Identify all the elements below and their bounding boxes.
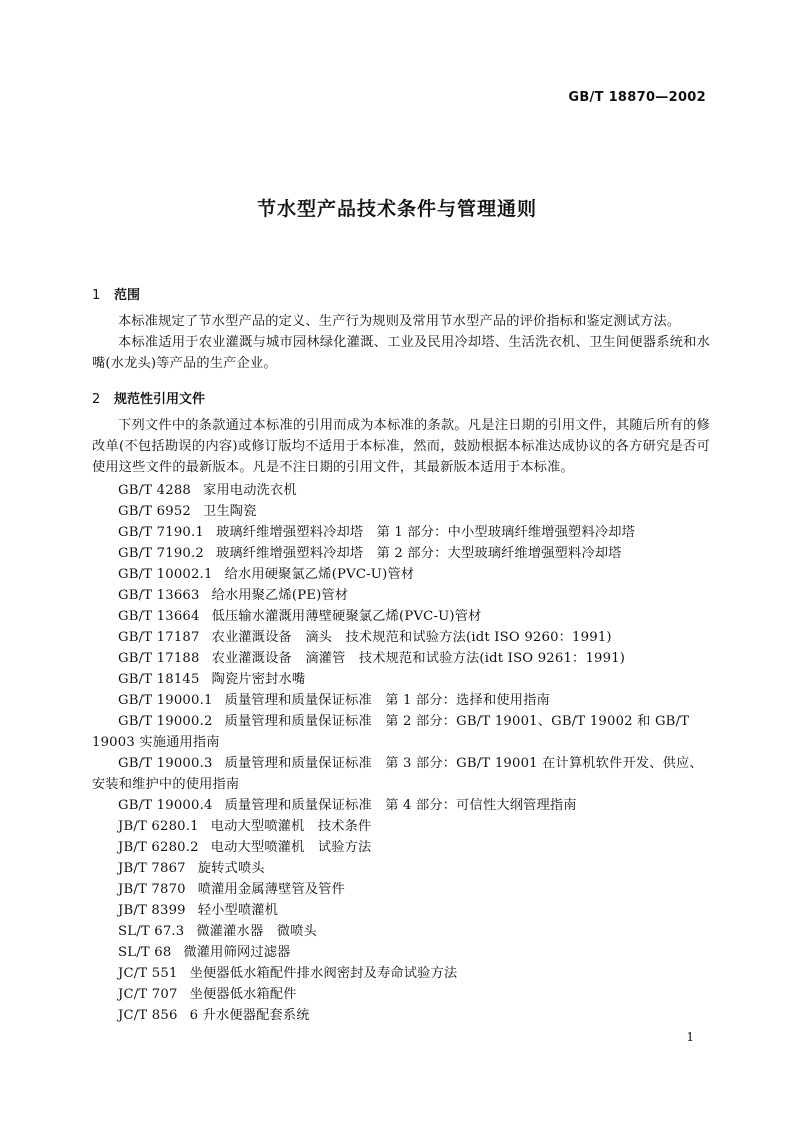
reference-code: JB/T 7870 [118,882,186,897]
reference-code: JB/T 6280.2 [118,840,199,855]
reference-code: GB/T 17187 [118,630,200,645]
reference-item [92,795,710,816]
standard-code: GB/T 18870—2002 [568,90,706,105]
reference-code: JC/T 707 [118,987,178,1002]
section-2-heading [92,388,205,407]
reference-code: SL/T 67.3 [118,924,185,939]
reference-code: JC/T 551 [118,966,178,981]
section-title: 规范性引用文件 [114,392,206,407]
reference-item [92,879,710,900]
section-1-paragraph-1: 本标准规定了节水型产品的定义、生产行为规则及常用节水型产品的评价指标和鉴定测试方法。 [118,314,681,330]
reference-item [92,543,710,564]
section-1-heading [92,284,140,303]
reference-code: GB/T 19000.4 [118,798,213,813]
reference-item [92,480,710,501]
reference-code: GB/T 4288 [118,483,192,498]
reference-code: GB/T 18145 [118,672,200,687]
reference-code: GB/T 19000.1 [118,693,213,708]
reference-item [92,921,710,942]
reference-item [92,711,710,753]
page-number: 1 [686,1030,694,1044]
reference-name: 给水用聚乙烯(PE)管材 [211,588,349,603]
section-1-paragraph-2: 本标准适用于农业灌溉与城市园林绿化灌溉、工业及民用冷却塔、生活洗衣机、卫生间便器系统和水嘴(水龙头)等产品的生产企业。 [92,335,710,372]
reference-item [92,648,710,669]
reference-name: 卫生陶瓷 [203,504,257,519]
reference-item [92,522,710,543]
reference-item [92,501,710,522]
reference-code: GB/T 19000.3 [118,756,213,771]
reference-item [92,816,710,837]
reference-name: 电动大型喷灌机 试验方法 [210,840,372,855]
reference-code: JB/T 6280.1 [118,819,199,834]
reference-item [92,984,710,1005]
reference-item [92,564,710,585]
reference-name: 旋转式喷头 [197,861,265,876]
reference-name: 陶瓷片密封水嘴 [211,672,306,687]
section-title: 范围 [114,288,141,303]
reference-item [92,1005,710,1026]
reference-item [92,585,710,606]
reference-code: JB/T 7867 [118,861,186,876]
section-number: 1 [92,288,101,303]
reference-name: 给水用硬聚氯乙烯(PVC-U)管材 [224,567,415,582]
reference-name: 喷灌用金属薄壁管及管件 [197,882,346,897]
reference-code: GB/T 17188 [118,651,200,666]
reference-code: GB/T 13664 [118,609,200,624]
section-2-paragraph-1: 下列文件中的条款通过本标准的引用而成为本标准的条款。凡是注日期的引用文件，其随后所有的修改单(不包括勘误的内容)或修订版均不适用于本标准，然而，鼓励根据本标准达成协议的各方研究是否可使用这些文件的最新版本。凡是不注日期的引用文件，其最新版本适用于本标准。 [92,418,710,476]
document-title: 节水型产品技术条件与管理通则 [256,198,537,220]
reference-code: JC/T 856 [118,1008,178,1023]
reference-name: 低压输水灌溉用薄壁硬聚氯乙烯(PVC-U)管材 [211,609,482,624]
reference-code: JB/T 8399 [118,903,186,918]
reference-name: 质量管理和质量保证标准 第 4 部分：可信性大纲管理指南 [224,798,577,813]
reference-item [92,669,710,690]
reference-name: 6 升水便器配套系统 [189,1008,310,1023]
reference-name: 微灌用筛网过滤器 [183,945,291,960]
reference-name: 家用电动洗衣机 [203,483,297,498]
reference-name: 质量管理和质量保证标准 第 2 部分：GB/T 19001、GB/T 19002 和 GB/T 19003 实施通用指南 [92,714,690,750]
reference-code: GB/T 13663 [118,588,200,603]
reference-code: GB/T 7190.2 [118,546,204,561]
reference-item [92,858,710,879]
reference-item [92,837,710,858]
reference-code: GB/T 19000.2 [118,714,213,729]
reference-name: 质量管理和质量保证标准 第 1 部分：选择和使用指南 [224,693,550,708]
reference-name: 玻璃纤维增强塑料冷却塔 第 1 部分：中小型玻璃纤维增强塑料冷却塔 [216,525,635,540]
reference-code: GB/T 10002.1 [118,567,213,582]
reference-item [92,690,710,711]
reference-item [92,963,710,984]
reference-name: 微灌灌水器 微喷头 [196,924,317,939]
reference-name: 电动大型喷灌机 技术条件 [210,819,372,834]
reference-name: 轻小型喷灌机 [197,903,279,918]
reference-item [92,753,710,795]
reference-item [92,900,710,921]
reference-item [92,627,710,648]
reference-code: SL/T 68 [118,945,172,960]
reference-name: 质量管理和质量保证标准 第 3 部分：GB/T 19001 在计算机软件开发、供应、安装和维护中的使用指南 [92,756,703,792]
reference-code: GB/T 6952 [118,504,192,519]
reference-code: GB/T 7190.1 [118,525,204,540]
reference-name: 坐便器低水箱配件 [189,987,297,1002]
reference-item [92,942,710,963]
section-number: 2 [92,392,101,407]
reference-name: 坐便器低水箱配件排水阀密封及寿命试验方法 [189,966,458,981]
reference-name: 玻璃纤维增强塑料冷却塔 第 2 部分：大型玻璃纤维增强塑料冷却塔 [216,546,622,561]
reference-name: 农业灌溉设备 滴头 技术规范和试验方法(idt ISO 9260：1991) [211,630,612,645]
reference-list [92,480,710,1026]
reference-item [92,606,710,627]
reference-name: 农业灌溉设备 滴灌管 技术规范和试验方法(idt ISO 9261：1991) [211,651,626,666]
